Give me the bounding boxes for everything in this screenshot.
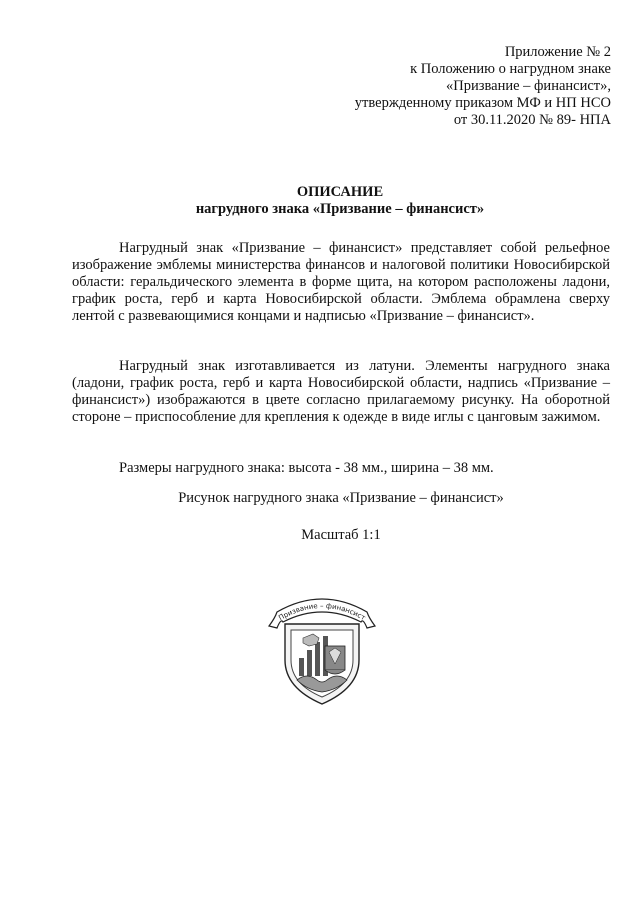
- appendix-header: [355, 44, 611, 129]
- title-heading: ОПИСАНИЕ: [296, 184, 384, 200]
- document-title: [70, 184, 610, 218]
- ribbon-label: Призвание – финансист: [277, 601, 367, 623]
- appendix-line-date: от 30.11.2020 № 89- НПА: [453, 112, 611, 128]
- paragraph-material: Нагрудный знак изготавливается из латуни. Элементы нагрудного знака (ладони, график роста, герб и карта Новосибирской области, надпись «Призвание – финансист») изображаются в цвете согласно прилагаемому рисунку. На оборотной стороне – приспособление для крепления к одежде в виде иглы с цанговым зажимом.: [72, 358, 610, 425]
- appendix-line-badge-name: «Призвание – финансист»,: [446, 78, 611, 94]
- paragraph-dimensions: Размеры нагрудного знака: высота - 38 мм., ширина – 38 мм.: [119, 460, 494, 476]
- appendix-line-reference: к Положению о нагрудном знаке: [410, 61, 611, 77]
- badge-emblem-image: [263, 588, 381, 710]
- title-subheading: нагрудного знака «Призвание – финансист»: [195, 201, 485, 217]
- coat-of-arms-icon: [325, 646, 345, 674]
- appendix-line-number: Приложение № 2: [504, 44, 611, 60]
- paragraph-description: Нагрудный знак «Призвание – финансист» представляет собой рельефное изображение эмблемы министерства финансов и налоговой политики Новосибирской области: геральдического элемента в форме щита, на котором расположены ладони, график роста, герб и карта Новосибирской области. Эмблема обрамлена сверху лентой с развевающимися концами и надписью «Призвание – финансист».: [72, 240, 610, 324]
- figure-scale: Масштаб 1:1: [301, 527, 381, 543]
- figure-caption: Рисунок нагрудного знака «Призвание – финансист»: [178, 490, 504, 506]
- appendix-line-order: утвержденному приказом МФ и НП НСО: [354, 95, 611, 111]
